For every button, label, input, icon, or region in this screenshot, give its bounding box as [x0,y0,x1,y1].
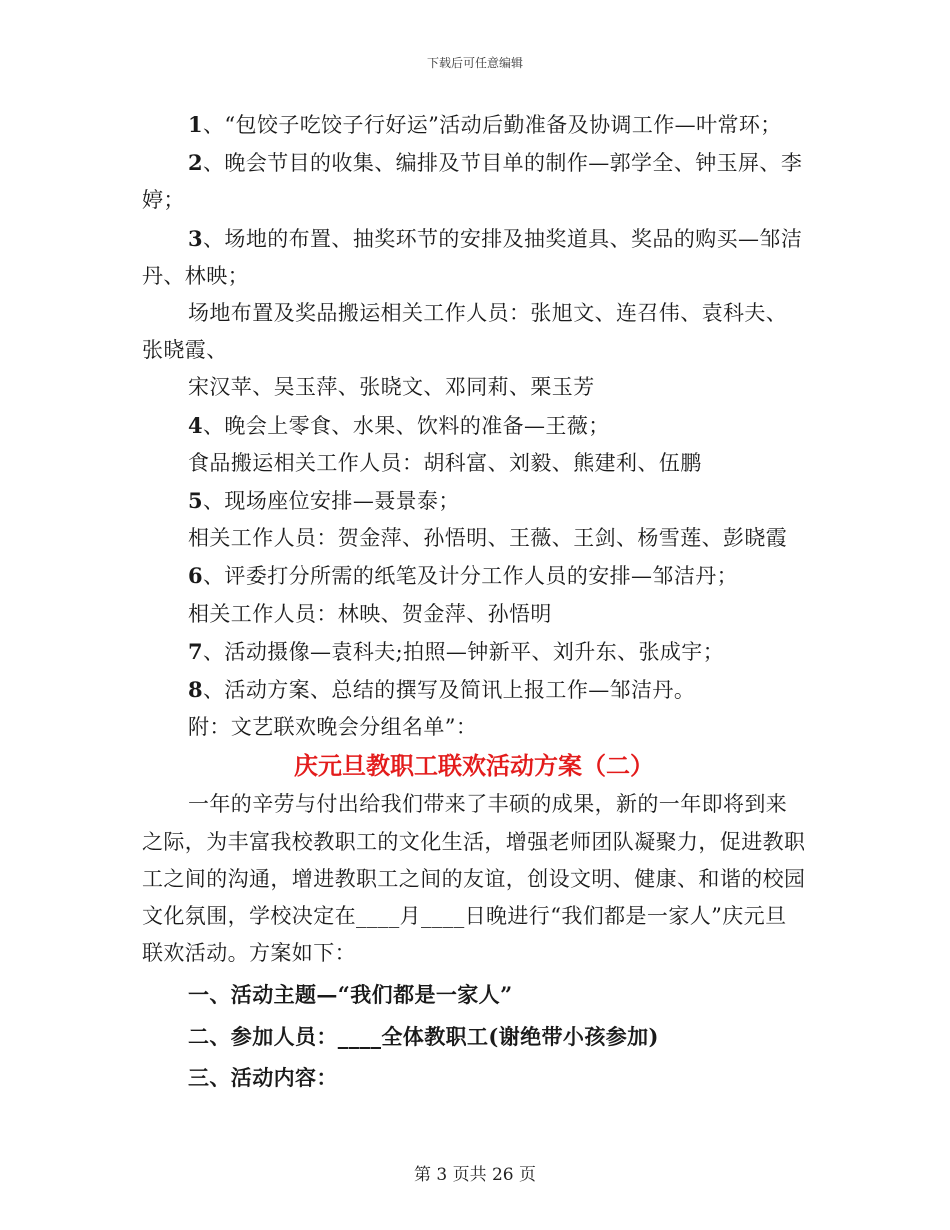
list-item [142,671,806,709]
item-text: 相关工作人员：林映、贺金萍、孙悟明 [188,601,552,626]
item-text: 场地布置及奖品搬运相关工作人员：张旭文、连召伟、袁科夫、张晓霞、 [142,301,788,363]
list-item [142,596,806,633]
list-item [142,407,806,445]
heading-content: 三、活动内容： [188,1064,338,1090]
item-text: 、活动方案、总结的撰写及简讯上报工作—邹洁丹。 [203,678,696,703]
section-title: 庆元旦教职工联欢活动方案（二） [294,751,654,781]
page-header: 下载后可任意编辑 [426,56,523,70]
item-text: 、晚会节目的收集、编排及节目单的制作—郭学全、钟玉屏、李婷； [142,151,803,213]
item-text: 附：文艺联欢晚会分组名单”： [188,715,478,740]
item-number: 8 [188,677,204,703]
list-item [142,633,806,671]
item-text: 相关工作人员：贺金萍、孙悟明、王薇、王剑、杨雪莲、彭晓霞 [188,526,788,551]
heading-participants: 二、参加人员：____全体教职工(谢绝带小孩参加) [188,1023,659,1049]
item-text: 、现场座位安排—聂景泰； [203,489,460,514]
item-text: 、评委打分所需的纸笔及计分工作人员的安排—邹洁丹； [203,564,739,589]
item-number: 5 [188,488,204,514]
intro-paragraph: 一年的辛劳与付出给我们带来了丰硕的成果，新的一年即将到来之际，为丰富我校教职工的文化生活，增强老师团队凝聚力，促进教职工之间的沟通，增进教职工之间的友谊，创设文明、健康、和谐的校园文化氛围，学校决定在____月____日晚进行“我们都是一家人”庆元旦联欢活动。方案如下： [142,792,806,966]
list-item [142,557,806,595]
item-number: 6 [188,563,204,589]
item-number: 1 [188,112,204,137]
item-text: 、晚会上零食、水果、饮料的准备—王薇； [203,413,610,438]
item-text: 、“包饺子吃饺子行好运”活动后勤准备及协调工作—叶常环； [203,113,782,137]
list-item [142,482,806,520]
item-number: 7 [188,638,204,664]
list-item [142,106,806,144]
list-item [142,369,806,406]
document-body [142,106,806,1096]
list-item [142,144,806,219]
list-item [142,220,806,295]
item-number: 4 [188,412,204,438]
item-text: 食品搬运相关工作人员：胡科富、刘毅、熊建利、伍鹏 [188,450,702,475]
item-number: 3 [188,225,204,251]
heading-theme: 一、活动主题—“我们都是一家人” [188,982,513,1008]
list-item [142,445,806,482]
list-item [142,295,806,369]
item-text: 、活动摄像—袁科夫;拍照—钟新平、刘升东、张成宇； [203,639,725,664]
item-text: 、场地的布置、抽奖环节的安排及抽奖道具、奖品的购买—邹洁丹、林映； [142,226,803,288]
item-number: 2 [188,150,204,176]
page-footer: 第 3 页共 26 页 [413,1165,537,1185]
list-item [142,709,806,746]
item-text: 宋汉苹、吴玉萍、张晓文、邓同莉、栗玉芳 [188,375,595,400]
list-item [142,520,806,557]
